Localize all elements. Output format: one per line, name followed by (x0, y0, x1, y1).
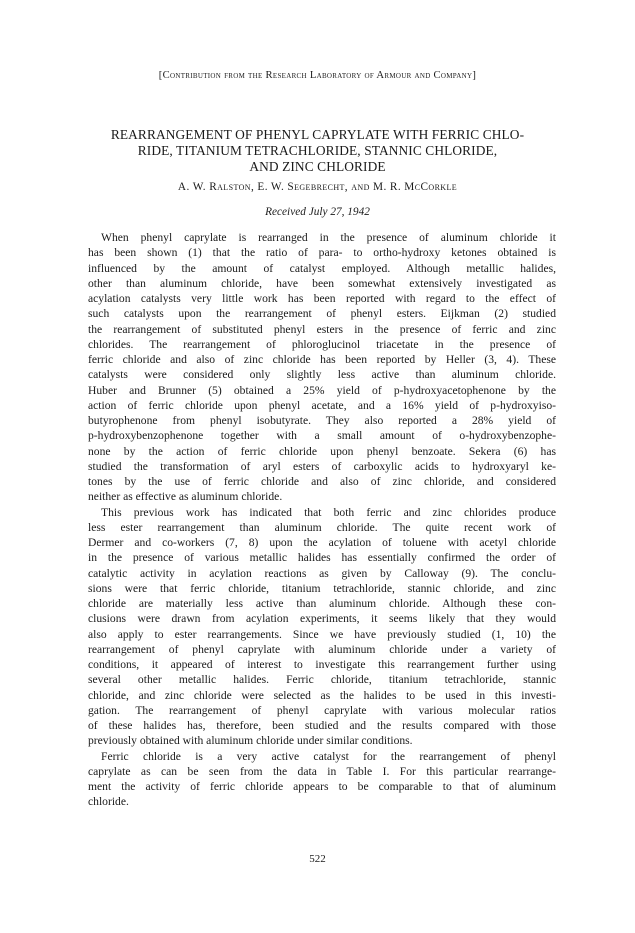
body-text-line: sions were that ferric chloride, titanium tetrachloride, stannic chloride, and zinc (88, 581, 556, 595)
body-text-line: influenced by the amount of catalyst employed. Although metallic halides, (88, 261, 556, 275)
received-date: Received July 27, 1942 (265, 206, 370, 218)
body-text-line: ment the activity of ferric chloride appears to be comparable to that of aluminum (88, 780, 556, 793)
body-text-line: chlorides. The rearrangement of phloroglucinol triacetate in the presence of (88, 337, 556, 351)
body-text-line: the rearrangement of substituted phenyl esters in the presence of ferric and zinc (88, 322, 556, 336)
body-text-line: conditions, it appeared of interest to investigate this rearrangement further using (88, 658, 556, 671)
title-line: REARRANGEMENT OF PHENYL CAPRYLATE WITH FERRIC CHLO- (110, 127, 525, 142)
body-text-line: chloride. (88, 795, 129, 809)
body-text-line: chloride, and zinc chloride were selected as the halides to be used in this investi- (88, 688, 556, 702)
body-text-line: catalysts were considered only slightly less active than aluminum chloride. (88, 368, 556, 382)
body-text-line: Ferric chloride is a very active catalyst for the rearrangement of phenyl (101, 749, 556, 763)
body-text-line: less ester rearrangement than aluminum chloride. The quite recent work of (88, 520, 556, 534)
body-text-line: such catalysts upon the rearrangement of phenyl esters. Eijkman (2) studied (88, 307, 556, 321)
contribution-header: [Contribution from the Research Laboratory of Armour and Company] (158, 70, 477, 81)
body-text-line: acylation catalysts very little work has been reported with regard to the effect of (88, 292, 556, 305)
author-list: A. W. Ralston, E. W. Segebrecht, and M. R. McCorkle (177, 181, 458, 193)
body-text-line: clusions were drawn from acylation experiments, it seems likely that they would (88, 612, 556, 626)
article-body (88, 230, 556, 810)
body-text-line: caprylate as can be seen from the data in Table I. For this particular rearrange- (88, 764, 556, 778)
body-text-line: in the presence of various metallic halides has essentially confirmed the order of (88, 551, 556, 565)
body-text-line: Huber and Brunner (5) obtained a 25% yield of p-hydroxyacetophenone by the (88, 383, 556, 397)
body-text-line: neither as effective as aluminum chloride. (88, 490, 283, 504)
body-text-line: ferric chloride and also of zinc chloride has been reported by Heller (3, 4). These (88, 353, 556, 366)
page-number: 522 (309, 853, 326, 865)
body-text-line: tones by the use of ferric chloride and also of zinc chloride, and considered (88, 475, 556, 488)
body-text-line: previously obtained with aluminum chloride under similar conditions. (88, 734, 413, 748)
article-title (70, 127, 565, 175)
body-text-line: action of ferric chloride upon phenyl acetate, and a 16% yield of p-hydroxyiso- (88, 398, 556, 412)
body-text-line: rearrangement of phenyl caprylate with aluminum chloride under a variety of (88, 642, 556, 656)
body-text-line: has been shown (1) that the ratio of para- to ortho-hydroxy ketones obtained is (88, 246, 556, 260)
title-line: AND ZINC CHLORIDE (249, 159, 386, 174)
body-text-line: also apply to ester rearrangements. Since we have previously studied (1, 10) the (88, 627, 556, 641)
title-line: RIDE, TITANIUM TETRACHLORIDE, STANNIC CHLORIDE, (137, 143, 498, 158)
body-text-line: catalytic activity in acylation reactions as given by Calloway (9). The conclu- (88, 566, 556, 580)
body-text-line: none by the action of ferric chloride upon phenyl benzoate. Sekera (6) has (88, 444, 556, 458)
body-text-line: gation. The rearrangement of phenyl caprylate with various molecular ratios (88, 703, 556, 717)
body-text-line: studied the transformation of aryl esters of carboxylic acids to hydroxyaryl ke- (88, 459, 556, 473)
body-text-line: When phenyl caprylate is rearranged in the presence of aluminum chloride it (101, 231, 556, 244)
body-text-line: This previous work has indicated that both ferric and zinc chlorides produce (101, 505, 556, 519)
body-text-line: Dermer and co-workers (7, 8) upon the acylation of toluene with acetyl chloride (88, 536, 556, 549)
body-text-line: other than aluminum chloride, have been somewhat extensively investigated as (88, 276, 556, 290)
body-text-line: several other metallic halides. Ferric chloride, titanium tetrachloride, stannic (88, 673, 556, 687)
body-text-line: p-hydroxybenzophenone together with a small amount of o-hydroxybenzophe- (88, 429, 556, 443)
body-text-line: butyrophenone from phenyl isobutyrate. They also reported a 28% yield of (88, 414, 556, 427)
body-text-line: chloride are materially less active than aluminum chloride. Although these con- (88, 597, 556, 610)
body-text-line: of these halides has, therefore, been studied and the results compared with those (88, 719, 556, 732)
